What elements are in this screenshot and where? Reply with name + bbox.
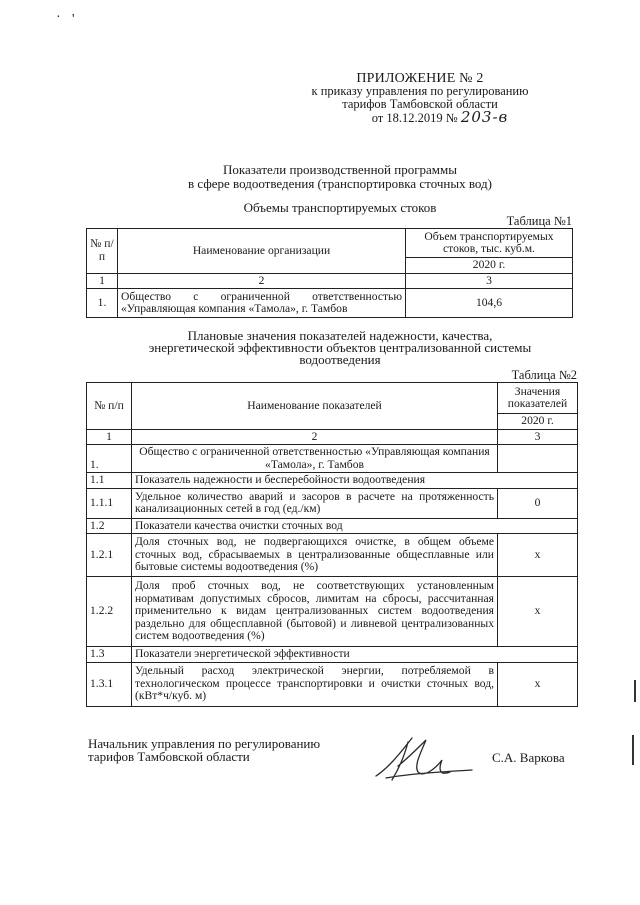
- appendix-title: ПРИЛОЖЕНИЕ № 2: [356, 71, 484, 86]
- appendix-header: [300, 72, 540, 125]
- table2-row-name: Доля проб сточных вод, не соответствующих установленным нормативам допустимых сбросов, лимитам на сбросы, рассчитанная применительно к видам централизованных систем водоотведения раздельно для общесплавной (бытовой) и ливневой централизованных систем водоотведения (%): [132, 577, 498, 647]
- table1: [86, 228, 573, 318]
- table1-row-num: 1.: [87, 289, 118, 318]
- table2-index-3: 3: [498, 429, 578, 445]
- table2-row-value: 0: [498, 488, 578, 518]
- table2-section-name: Показатели качества очистки сточных вод: [132, 518, 578, 534]
- signatory-position-line2: тарифов Тамбовской области: [88, 749, 250, 764]
- table2-header-num: № п/п: [87, 383, 132, 430]
- table-row: [87, 647, 578, 663]
- handwritten-signature: [368, 728, 478, 786]
- corner-mark: ·: [56, 10, 61, 25]
- table1-subtitle: Объемы транспортируемых стоков: [243, 200, 437, 215]
- table1-index-2: 2: [118, 273, 406, 289]
- table2-row-num: 1.2.1: [87, 534, 132, 577]
- table2-row-value: x: [498, 534, 578, 577]
- table2-index-1: 1: [87, 429, 132, 445]
- table2-subtitle-line2: энергетической эффективности объектов централизованной системы: [148, 340, 532, 355]
- table2-section-name: Показатель надежности и бесперебойности водоотведения: [132, 473, 578, 489]
- table2-header-year: 2020 г.: [498, 414, 578, 430]
- table1-row-name: Общество с ограниченной ответственностью «Управляющая компания «Тамола», г. Тамбов: [118, 289, 406, 318]
- appendix-line3: тарифов Тамбовской области: [342, 97, 498, 111]
- signatory-position-line1: Начальник управления по регулированию: [88, 736, 321, 751]
- table2-row-num: 1.2.2: [87, 577, 132, 647]
- program-title: [120, 163, 560, 191]
- table2-row-value: x: [498, 662, 578, 706]
- table2-row-name: Удельный расход электрической энергии, потребляемой в технологическом процессе транспортировки и очистки сточных вод, (кВт*ч/куб. м): [132, 662, 498, 706]
- program-title-line2: в сфере водоотведения (транспортировка сточных вод): [188, 176, 492, 191]
- table-row: [87, 488, 578, 518]
- table1-header-name: Наименование организации: [118, 229, 406, 274]
- table2-subtitle: [100, 330, 580, 366]
- table2-subtitle-line3: водоотведения: [299, 352, 381, 367]
- table2-header-values: Значения показателей: [498, 383, 578, 414]
- table2: [86, 382, 578, 707]
- table2-row-num: 1.1.1: [87, 488, 132, 518]
- table2-header-name: Наименование показателей: [132, 383, 498, 430]
- table2-row-name: Доля сточных вод, не подвергающихся очистке, в общем объеме сточных вод, сбрасываемых в централизованные общесплавные или бытовые системы водоотведения (%): [132, 534, 498, 577]
- table2-row-name: Удельное количество аварий и засоров в расчете на протяженность канализационных сетей в год (ед./км): [132, 488, 498, 518]
- table2-subtitle-line1: Плановые значения показателей надежности, качества,: [187, 328, 493, 343]
- table-row: [87, 518, 578, 534]
- table-row: [87, 445, 578, 473]
- table-row: [87, 662, 578, 706]
- table2-row-num: 1.1: [87, 473, 132, 489]
- table1-header-year: 2020 г.: [406, 258, 573, 274]
- table2-index-2: 2: [132, 429, 498, 445]
- signatory-name: С.А. Варкова: [492, 750, 565, 765]
- table1-row-value: 104,6: [406, 289, 573, 318]
- corner-mark: ': [72, 12, 75, 27]
- table2-section-name: Показатели энергетической эффективности: [132, 647, 578, 663]
- table1-index-1: 1: [87, 273, 118, 289]
- table2-row-num: 1.3.1: [87, 662, 132, 706]
- table-row: [87, 577, 578, 647]
- signatory-position: [88, 737, 320, 763]
- table-row: [87, 534, 578, 577]
- scan-edge-mark: [632, 735, 634, 765]
- order-date-prefix: от 18.12.2019 №: [371, 111, 458, 125]
- table2-label: Таблица №2: [511, 368, 577, 382]
- program-title-line1: Показатели производственной программы: [223, 162, 457, 177]
- table-row: [87, 473, 578, 489]
- table1-header-num: № п/п: [87, 229, 118, 274]
- appendix-line2: к приказу управления по регулированию: [311, 84, 529, 98]
- table2-org-value: [498, 445, 578, 473]
- scan-edge-mark: [634, 680, 636, 702]
- table2-row-num: 1.2: [87, 518, 132, 534]
- table2-org-num: 1.: [87, 445, 132, 473]
- appendix-line4: [300, 108, 540, 126]
- table1-header-volume: Объем транспортируемых стоков, тыс. куб.м.: [406, 229, 573, 258]
- table2-row-value: x: [498, 577, 578, 647]
- table-row: [87, 289, 573, 318]
- handwritten-order-number: 203-в: [460, 108, 509, 126]
- table1-index-3: 3: [406, 273, 573, 289]
- table1-label: Таблица №1: [506, 214, 572, 228]
- table2-row-num: 1.3: [87, 647, 132, 663]
- table2-org-name: Общество с ограниченной ответственностью «Управляющая компания «Тамола», г. Тамбов: [132, 445, 498, 473]
